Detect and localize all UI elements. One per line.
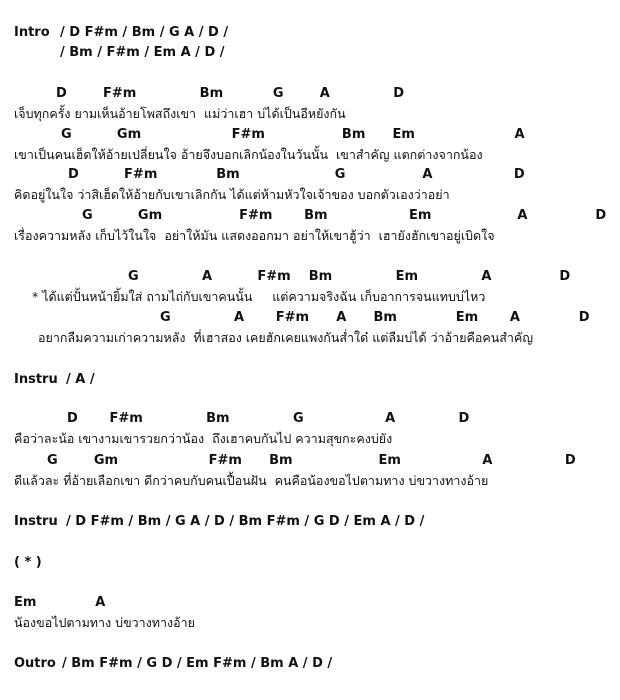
outro-label: Outro bbox=[14, 656, 56, 671]
chorus-lyric-2: อยากลืมความเก่าความหลัง ที่เฮาสอง เคยฮักเคยแพงกันส่ำใด๋ แต่ลืมบ่ได้ ว่าอ้ายคือคนสำคัญ bbox=[38, 330, 533, 345]
verse1-lyric-2: เขาเป็นคนเฮ็ดให้อ้ายเปลี่ยนใจ อ้ายจึงบอกเลิกน้องในวันนั้น เขาสำคัญ แตกต่างจากน้อง bbox=[14, 147, 483, 162]
verse1-chords-2: G Gm F#m Bm Em A bbox=[61, 127, 525, 142]
instru2-chords: / D F#m / Bm / G A / D / Bm F#m / G D / Em A / D / bbox=[66, 514, 425, 529]
instru1-chords: / A / bbox=[66, 372, 95, 387]
instru1-label: Instru bbox=[14, 372, 58, 387]
verse1-lyric-4: เรื่องความหลัง เก็บไว้ในใจ อย่าให้มัน แสดงออกมา อย่าให้เขาฮู้ว่า เฮายังฮักเขาอยู่เบิดใจ bbox=[14, 228, 495, 243]
verse2-chords-2: G Gm F#m Bm Em A D bbox=[47, 453, 576, 468]
verse1-lyric-3: คิดอยู่ในใจ ว่าสิเฮ็ดให้อ้ายกับเขาเลิกกัน ได้แต่ห้ามหัวใจเจ้าของ บอกตัวเองว่าอย่า bbox=[14, 187, 450, 202]
instru2-label: Instru bbox=[14, 514, 58, 529]
ending-lyric: น้องขอไปตามทาง บ่ขวางทางอ้าย bbox=[14, 615, 195, 630]
verse1-chords-3: D F#m Bm G A D bbox=[68, 167, 525, 182]
repeat-marker: ( * ) bbox=[14, 555, 42, 570]
verse1-chords-1: D F#m Bm G A D bbox=[56, 86, 405, 101]
intro-chords-2: / Bm / F#m / Em A / D / bbox=[60, 45, 225, 60]
ending-chords: Em A bbox=[14, 595, 106, 610]
verse1-lyric-1: เจ็บทุกครั้ง ยามเห็นอ้ายโพสถึงเขา แม่ว่าเฮา บ่ได้เป็นอีหยังกัน bbox=[14, 106, 346, 121]
chorus-chords-1: G A F#m Bm Em A D bbox=[128, 269, 571, 284]
intro-label: Intro bbox=[14, 25, 50, 40]
verse2-lyric-1: คือว่าละน้อ เขางามเขารวยกว่าน้อง ถึงเฮาคบกันไป ความสุขกะคงบ่ยัง bbox=[14, 431, 393, 446]
outro-chords: / Bm F#m / G D / Em F#m / Bm A / D / bbox=[62, 656, 333, 671]
chorus-chords-2: G A F#m A Bm Em A D bbox=[160, 310, 590, 325]
verse2-lyric-2: ดีแล้วละ ที่อ้ายเลือกเขา ดีกว่าคบกับคนเปื้อนฝัน คนคือน้องขอไปตามทาง บ่ขวางทางอ้าย bbox=[14, 473, 489, 488]
intro-chords-1: / D F#m / Bm / G A / D / bbox=[60, 25, 229, 40]
verse2-chords-1: D F#m Bm G A D bbox=[67, 411, 470, 426]
verse1-chords-4: G Gm F#m Bm Em A D bbox=[82, 208, 607, 223]
chorus-lyric-1: * ได้แต่ปั้นหน้ายิ้มใส่ ถามไถ่กับเขาคนนั้น แต่ความจริงฉัน เก็บอาการจนแทบบ่ไหว bbox=[32, 289, 486, 304]
